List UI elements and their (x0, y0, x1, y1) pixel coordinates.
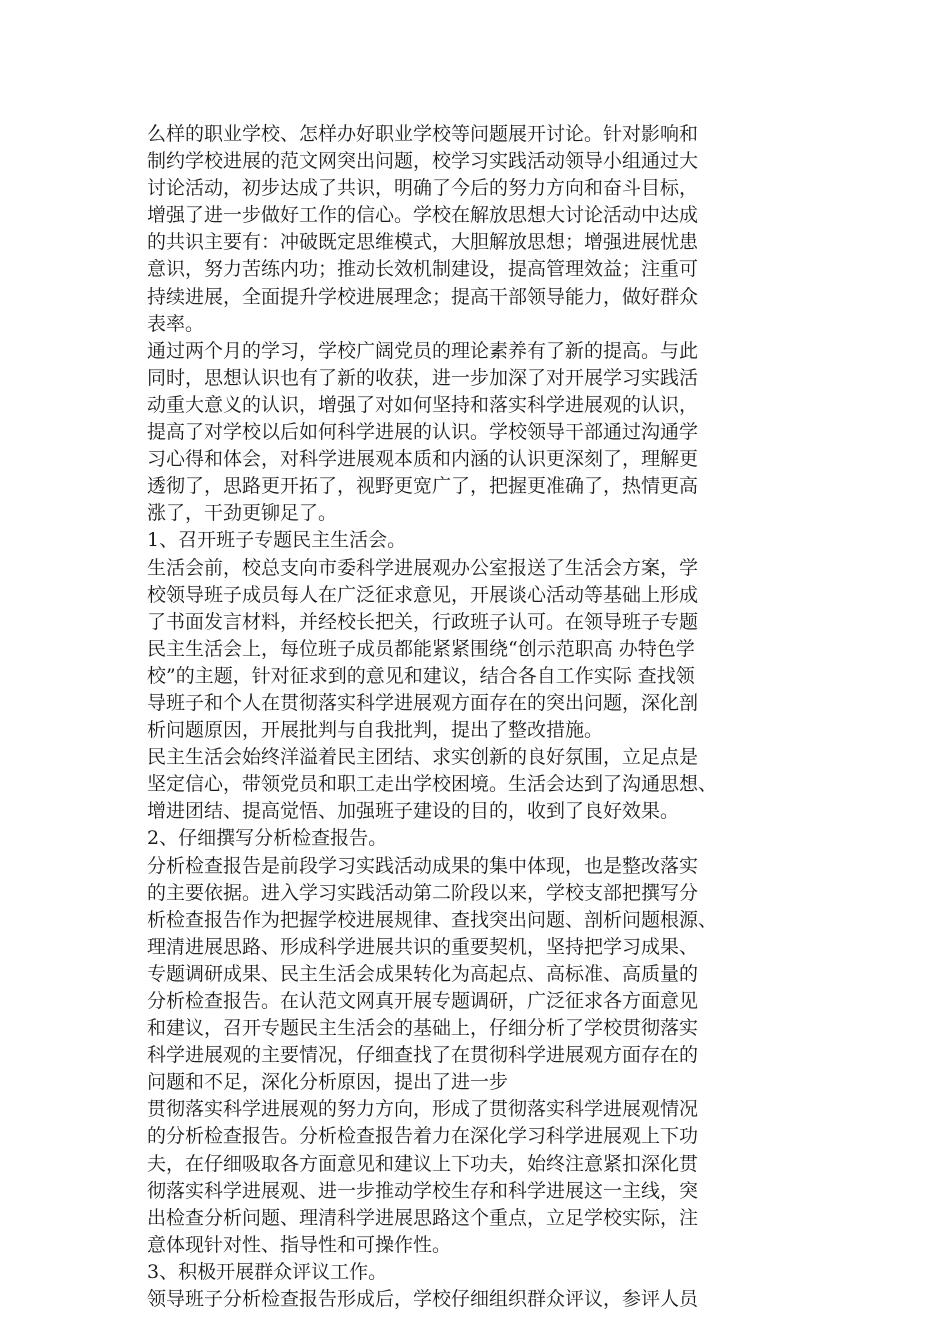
text-line: 分析检查报告是前段学习实践活动成果的集中体现，也是整改落实 (147, 854, 699, 877)
text-line: 的分析检查报告。分析检查报告着力在深化学习科学进展观上下功 (147, 1125, 699, 1148)
text-line: 夫，在仔细吸取各方面意见和建议上下功夫，始终注意紧扣深化贯 (147, 1152, 699, 1175)
text-line: 专题调研成果、民主生活会成果转化为高起点、高标准、高质量的 (147, 962, 699, 985)
text-line: 校”的主题，针对征求到的意见和建议，结合各自工作实际 查找领 (147, 664, 695, 687)
text-line: 习心得和体会，对科学进展观本质和内涵的认识更深刻了，理解更 (147, 448, 699, 471)
document-body (147, 121, 807, 1313)
text-line: 通过两个月的学习，学校广阔党员的理论素养有了新的提高。与此 (147, 339, 699, 362)
text-line: 增进团结、提高觉悟、加强班子建设的目的，收到了良好效果。 (147, 800, 680, 823)
text-line: 析检查报告作为把握学校进展规律、查找突出问题、剖析问题根源、 (147, 908, 718, 931)
text-line: 的共识主要有：冲破既定思维模式，大胆解放思想；增强进展忧患 (147, 231, 699, 254)
text-line: 讨论活动，初步达成了共识，明确了今后的努力方向和奋斗目标， (147, 177, 699, 200)
text-line: 民主生活会始终洋溢着民主团结、求实创新的良好氛围，立足点是 (147, 746, 699, 769)
text-line: 彻落实科学进展观、进一步推动学校生存和科学进展这一主线，突 (147, 1179, 699, 1202)
text-line: 分析检查报告。在认范文网真开展专题调研，广泛征求各方面意见 (147, 990, 699, 1012)
text-line: 动重大意义的认识，增强了对如何坚持和落实科学进展观的认识， (147, 393, 699, 416)
text-line: 么样的职业学校、怎样办好职业学校等问题展开讨论。针对影响和 (147, 123, 699, 145)
text-line: 透彻了，思路更开拓了，视野更宽广了，把握更准确了，热情更高 (147, 475, 699, 498)
text-line: 的主要依据。进入学习实践活动第二阶段以来，学校支部把撰写分 (147, 881, 699, 904)
text-line: 析问题原因，开展批判与自我批判，提出了整改措施。 (147, 719, 604, 742)
text-line: 同时，思想认识也有了新的收获，进一步加深了对开展学习实践活 (147, 366, 699, 389)
text-line: 了书面发言材料，并经校长把关，行政班子认可。在领导班子专题 (147, 610, 699, 633)
text-line: 提高了对学校以后如何科学进展的认识。学校领导干部通过沟通学 (147, 421, 699, 444)
text-line: 导班子和个人在贯彻落实科学进展观方面存在的突出问题，深化剖 (147, 691, 699, 714)
text-line: 出检查分析问题、理清科学进展思路这个重点，立足学校实际，注 (147, 1206, 699, 1229)
text-line: 3、积极开展群众评议工作。 (147, 1260, 388, 1283)
text-line: 理清进展思路、形成科学进展共识的重要契机，坚持把学习成果、 (147, 935, 699, 958)
text-line: 持续进展，全面提升学校进展理念；提高干部领导能力，做好群众 (147, 285, 699, 308)
text-line: 问题和不足，深化分析原因，提出了进一步 (147, 1071, 509, 1094)
text-line: 1、召开班子专题民主生活会。 (147, 529, 407, 552)
text-line: 涨了，干劲更铆足了。 (147, 502, 338, 525)
text-line: 校领导班子成员每人在广泛征求意见，开展谈心活动等基础上形成 (147, 583, 699, 606)
text-line: 意体现针对性、指导性和可操作性。 (147, 1233, 452, 1256)
text-line: 意识，努力苦练内功；推动长效机制建设，提高管理效益；注重可 (147, 258, 699, 281)
text-line: 2、仔细撰写分析检查报告。 (147, 827, 388, 850)
text-line: 增强了进一步做好工作的信心。学校在解放思想大讨论活动中达成 (147, 204, 699, 227)
text-line: 生活会前，校总支向市委科学进展观办公室报送了生活会方案，学 (147, 556, 699, 579)
text-line: 表率。 (147, 312, 205, 335)
text-line: 坚定信心，带领党员和职工走出学校困境。生活会达到了沟通思想、 (147, 773, 718, 796)
text-line: 和建议，召开专题民主生活会的基础上，仔细分析了学校贯彻落实 (147, 1017, 699, 1040)
text-line: 民主生活会上，每位班子成员都能紧紧围绕“创示范职高 办特色学 (147, 637, 695, 660)
text-line: 领导班子分析检查报告形成后，学校仔细组织群众评议，参评人员 (147, 1288, 699, 1311)
text-line: 贯彻落实科学进展观的努力方向，形成了贯彻落实科学进展观情况 (147, 1098, 699, 1121)
text-line: 科学进展观的主要情况，仔细查找了在贯彻科学进展观方面存在的 (147, 1044, 699, 1067)
text-line: 制约学校进展的范文网突出问题，校学习实践活动领导小组通过大 (147, 150, 699, 173)
